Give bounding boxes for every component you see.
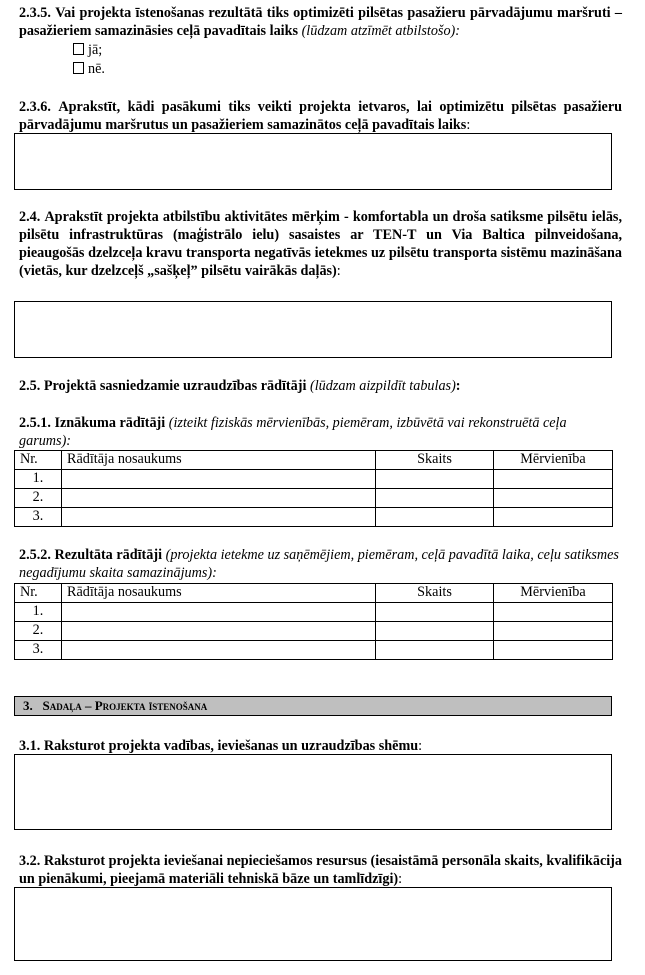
cell-count[interactable] [376, 470, 494, 489]
question-text: Projektā sasniedzamie uzraudzības rādītāji [43, 378, 307, 394]
table-row [15, 489, 613, 508]
cell-name[interactable] [62, 603, 376, 622]
header-nr: Nr. [15, 451, 62, 470]
cell-count[interactable] [376, 641, 494, 660]
cell-name[interactable] [62, 470, 376, 489]
header-unit: Mērvienība [494, 451, 613, 470]
cell-count[interactable] [376, 603, 494, 622]
question-suffix: : [418, 738, 423, 754]
question-number: 2.5.1. [19, 415, 51, 431]
checkbox-yes[interactable] [73, 43, 84, 55]
result-indicators-table [14, 583, 613, 660]
table-header-row [15, 451, 613, 470]
cell-unit[interactable] [494, 470, 613, 489]
question-number: 2.3.5. [19, 5, 51, 21]
table-row [15, 622, 613, 641]
header-nr: Nr. [15, 584, 62, 603]
question-text: Raksturot projekta ieviešanai nepieciešamos resursus (iesaistāmā personāla skaits, kvalifikācija un pienākumi, pieejamā materiāli tehniskā bāze un tamlīdzīgi) [19, 853, 623, 887]
row-nr: 2. [15, 622, 62, 641]
row-nr: 3. [15, 641, 62, 660]
row-nr: 3. [15, 508, 62, 527]
question-text: Raksturot projekta vadības, ieviešanas un uzraudzības shēmu [43, 738, 419, 754]
table-row [15, 470, 613, 489]
question-2-5-2 [19, 546, 622, 582]
question-number: 2.3.6. [19, 99, 51, 115]
question-hint: (projekta ietekme uz saņēmējiem, piemēram, ceļā pavadītā laika, ceļu satiksmes negadījumu skaita samazinājums): [19, 547, 619, 581]
question-number: 2.4. [19, 209, 41, 225]
header-count: Skaits [376, 584, 494, 603]
question-number: 3.2. [19, 853, 41, 869]
header-name: Rādītāja nosaukums [62, 584, 376, 603]
checkbox-no[interactable] [73, 62, 84, 74]
question-2-3-5 [19, 4, 622, 40]
header-unit: Mērvienība [494, 584, 613, 603]
cell-unit[interactable] [494, 641, 613, 660]
question-3-1 [19, 737, 622, 755]
question-hint: (lūdzam aizpildīt tabulas) [309, 378, 456, 394]
answer-box-3-2[interactable] [14, 887, 612, 961]
question-2-5-1 [19, 414, 622, 450]
section-title: Sadaļa – Projekta īstenošana [42, 698, 208, 713]
question-suffix: : [398, 871, 403, 887]
cell-name[interactable] [62, 489, 376, 508]
cell-unit[interactable] [494, 489, 613, 508]
option-no[interactable] [73, 60, 105, 78]
header-count: Skaits [376, 451, 494, 470]
cell-count[interactable] [376, 489, 494, 508]
cell-unit[interactable] [494, 603, 613, 622]
answer-box-2-4[interactable] [14, 301, 612, 358]
output-indicators-table [14, 450, 613, 527]
table-row [15, 641, 613, 660]
question-text: Rezultāta rādītāji [54, 547, 163, 563]
row-nr: 1. [15, 470, 62, 489]
option-no-label: nē. [88, 61, 105, 77]
question-2-3-6 [19, 98, 622, 134]
question-number: 2.5.2. [19, 547, 51, 563]
table-header-row [15, 584, 613, 603]
question-suffix: : [455, 378, 461, 394]
question-2-4 [19, 208, 622, 280]
question-hint: (izteikt fiziskās mērvienībās, piemēram, izbūvētā vai rekonstruētā ceļa garums): [19, 415, 567, 449]
header-name: Rādītāja nosaukums [62, 451, 376, 470]
option-yes[interactable] [73, 41, 102, 59]
row-nr: 1. [15, 603, 62, 622]
question-suffix: : [336, 263, 341, 279]
question-number: 3.1. [19, 738, 41, 754]
question-text: Aprakstīt, kādi pasākumi tiks veikti projekta ietvaros, lai optimizētu pilsētas pasažieru pārvadājumu maršrutus un pasažieriem samazinātos ceļā pavadītais laiks [19, 99, 623, 133]
cell-name[interactable] [62, 622, 376, 641]
cell-unit[interactable] [494, 622, 613, 641]
cell-unit[interactable] [494, 508, 613, 527]
question-text: Vai projekta īstenošanas rezultātā tiks optimizēti pilsētas pasažieru pārvadājumu maršruti – pasažieriem samazināsies ceļā pavadītais laiks [19, 5, 622, 39]
cell-name[interactable] [62, 641, 376, 660]
section-number: 3. [23, 698, 33, 713]
cell-count[interactable] [376, 622, 494, 641]
section-3-header [14, 696, 612, 716]
question-text: Iznākuma rādītāji [54, 415, 166, 431]
answer-box-3-1[interactable] [14, 754, 612, 830]
question-suffix: : [466, 117, 471, 133]
cell-name[interactable] [62, 508, 376, 527]
question-hint: (lūdzam atzīmēt atbilstošo): [301, 23, 460, 39]
question-3-2 [19, 852, 622, 888]
answer-box-2-3-6[interactable] [14, 133, 612, 190]
row-nr: 2. [15, 489, 62, 508]
question-text: Aprakstīt projekta atbilstību aktivitātes mērķim - komfortabla un droša satiksme pilsētu ielās, pilsētu infrastruktūras (maģistrālo ielu) sasaistes ar TEN-T un Via Baltica pilnveidošana, pieaugošās dzelzceļa kravu transporta negatīvās ietekmes uz pilsētu transporta sistēmu mazināšana (vietās, kur dzelzceļš „sašķeļ” pilsētu vairākās daļās) [19, 209, 623, 279]
table-row [15, 508, 613, 527]
question-2-5 [19, 377, 622, 395]
option-yes-label: jā; [88, 42, 103, 58]
table-row [15, 603, 613, 622]
question-number: 2.5. [19, 378, 41, 394]
cell-count[interactable] [376, 508, 494, 527]
